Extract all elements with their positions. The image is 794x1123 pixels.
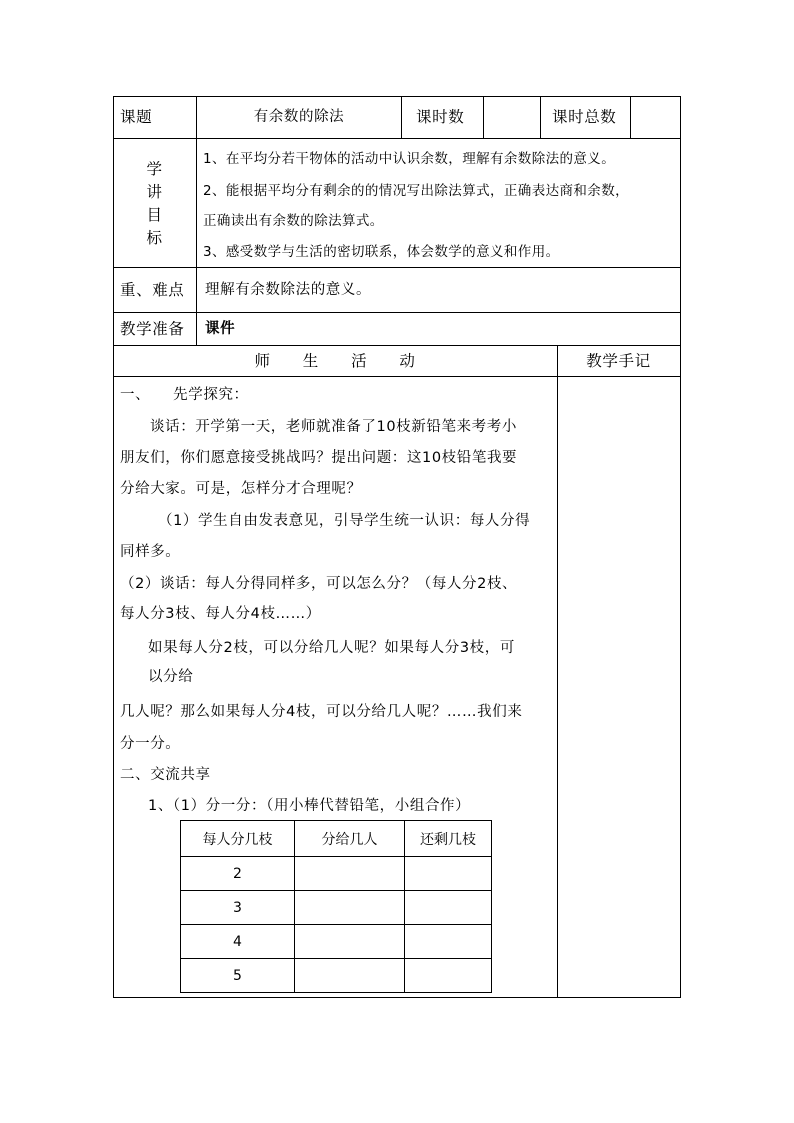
table-cell[interactable] (405, 891, 492, 925)
objectives-label-char: 标 (146, 229, 163, 247)
activity-line: 分给大家。可是，怎样分才合理呢？ (120, 481, 362, 497)
activity-line: 以分给 (148, 669, 194, 685)
table-row (181, 857, 492, 891)
table-cell[interactable] (405, 857, 492, 891)
hours-label: 课时数 (416, 108, 465, 126)
key-points-label: 重、难点 (120, 281, 185, 299)
activity-line: （2）谈话：每人分得同样多，可以怎么分？（每人分2枝、 (120, 576, 518, 592)
activity-line: 一、 先学探究： (120, 387, 249, 403)
table-cell[interactable] (295, 925, 405, 959)
activity-line: （1）学生自由发表意见，引导学生统一认识：每人分得 (158, 513, 531, 529)
topic-value: 有余数的除法 (253, 109, 345, 125)
preparation-label: 教学准备 (120, 320, 185, 338)
activity-line: 朋友们，你们愿意接受挑战吗？提出问题：这10枝铅笔我要 (120, 450, 518, 466)
activity-line: 如果每人分2枝，可以分给几人呢？如果每人分3枝，可 (148, 640, 515, 656)
topic-label: 课题 (120, 108, 153, 126)
table-cell: 5 (181, 959, 295, 993)
table-cell: 3 (181, 891, 295, 925)
total-hours-label: 课时总数 (552, 108, 617, 126)
activity-line: 几人呢？那么如果每人分4枝，可以分给几人呢？……我们来 (120, 704, 523, 720)
table-header-row (181, 821, 492, 857)
objective-line: 3、感受数学与生活的密切联系，体会数学的意义和作用。 (203, 244, 560, 260)
objectives-label-char: 学 (146, 160, 163, 178)
table-cell[interactable] (405, 959, 492, 993)
objective-line: 2、能根据平均分有剩余的的情况写出除法算式，正确表达商和余数， (203, 183, 629, 199)
table-header: 分给几人 (295, 821, 405, 857)
table-cell: 2 (181, 857, 295, 891)
objective-line: 正确读出有余数的除法算式。 (203, 213, 384, 229)
division-table (180, 820, 492, 993)
activity-line: 每人分3枝、每人分4枝……） (120, 606, 321, 622)
activity-line: 二、交流共享 (120, 767, 211, 783)
table-cell: 4 (181, 925, 295, 959)
activity-line: 谈话：开学第一天，老师就准备了10枝新铅笔来考考小 (150, 419, 517, 435)
table-row (181, 925, 492, 959)
table-cell[interactable] (295, 891, 405, 925)
table-row (181, 959, 492, 993)
objectives-label-char: 讲 (146, 183, 163, 201)
activity-line: 同样多。 (120, 544, 181, 560)
table-header: 每人分几枝 (181, 821, 295, 857)
objective-line: 1、在平均分若干物体的活动中认识余数，理解有余数除法的意义。 (203, 151, 616, 167)
activities-heading: 师 生 活 动 (254, 352, 416, 370)
activity-line: 分一分。 (120, 736, 181, 752)
table-row (181, 891, 492, 925)
activity-line: 1、（1）分一分：（用小棒代替铅笔，小组合作） (148, 798, 471, 814)
objectives-label-char: 目 (146, 206, 163, 224)
table-cell[interactable] (405, 925, 492, 959)
key-points-value: 理解有余数除法的意义。 (205, 282, 372, 298)
table-header: 还剩几枝 (405, 821, 492, 857)
table-cell[interactable] (295, 959, 405, 993)
preparation-value: 课件 (205, 321, 236, 337)
notes-heading: 教学手记 (586, 352, 651, 370)
table-cell[interactable] (295, 857, 405, 891)
